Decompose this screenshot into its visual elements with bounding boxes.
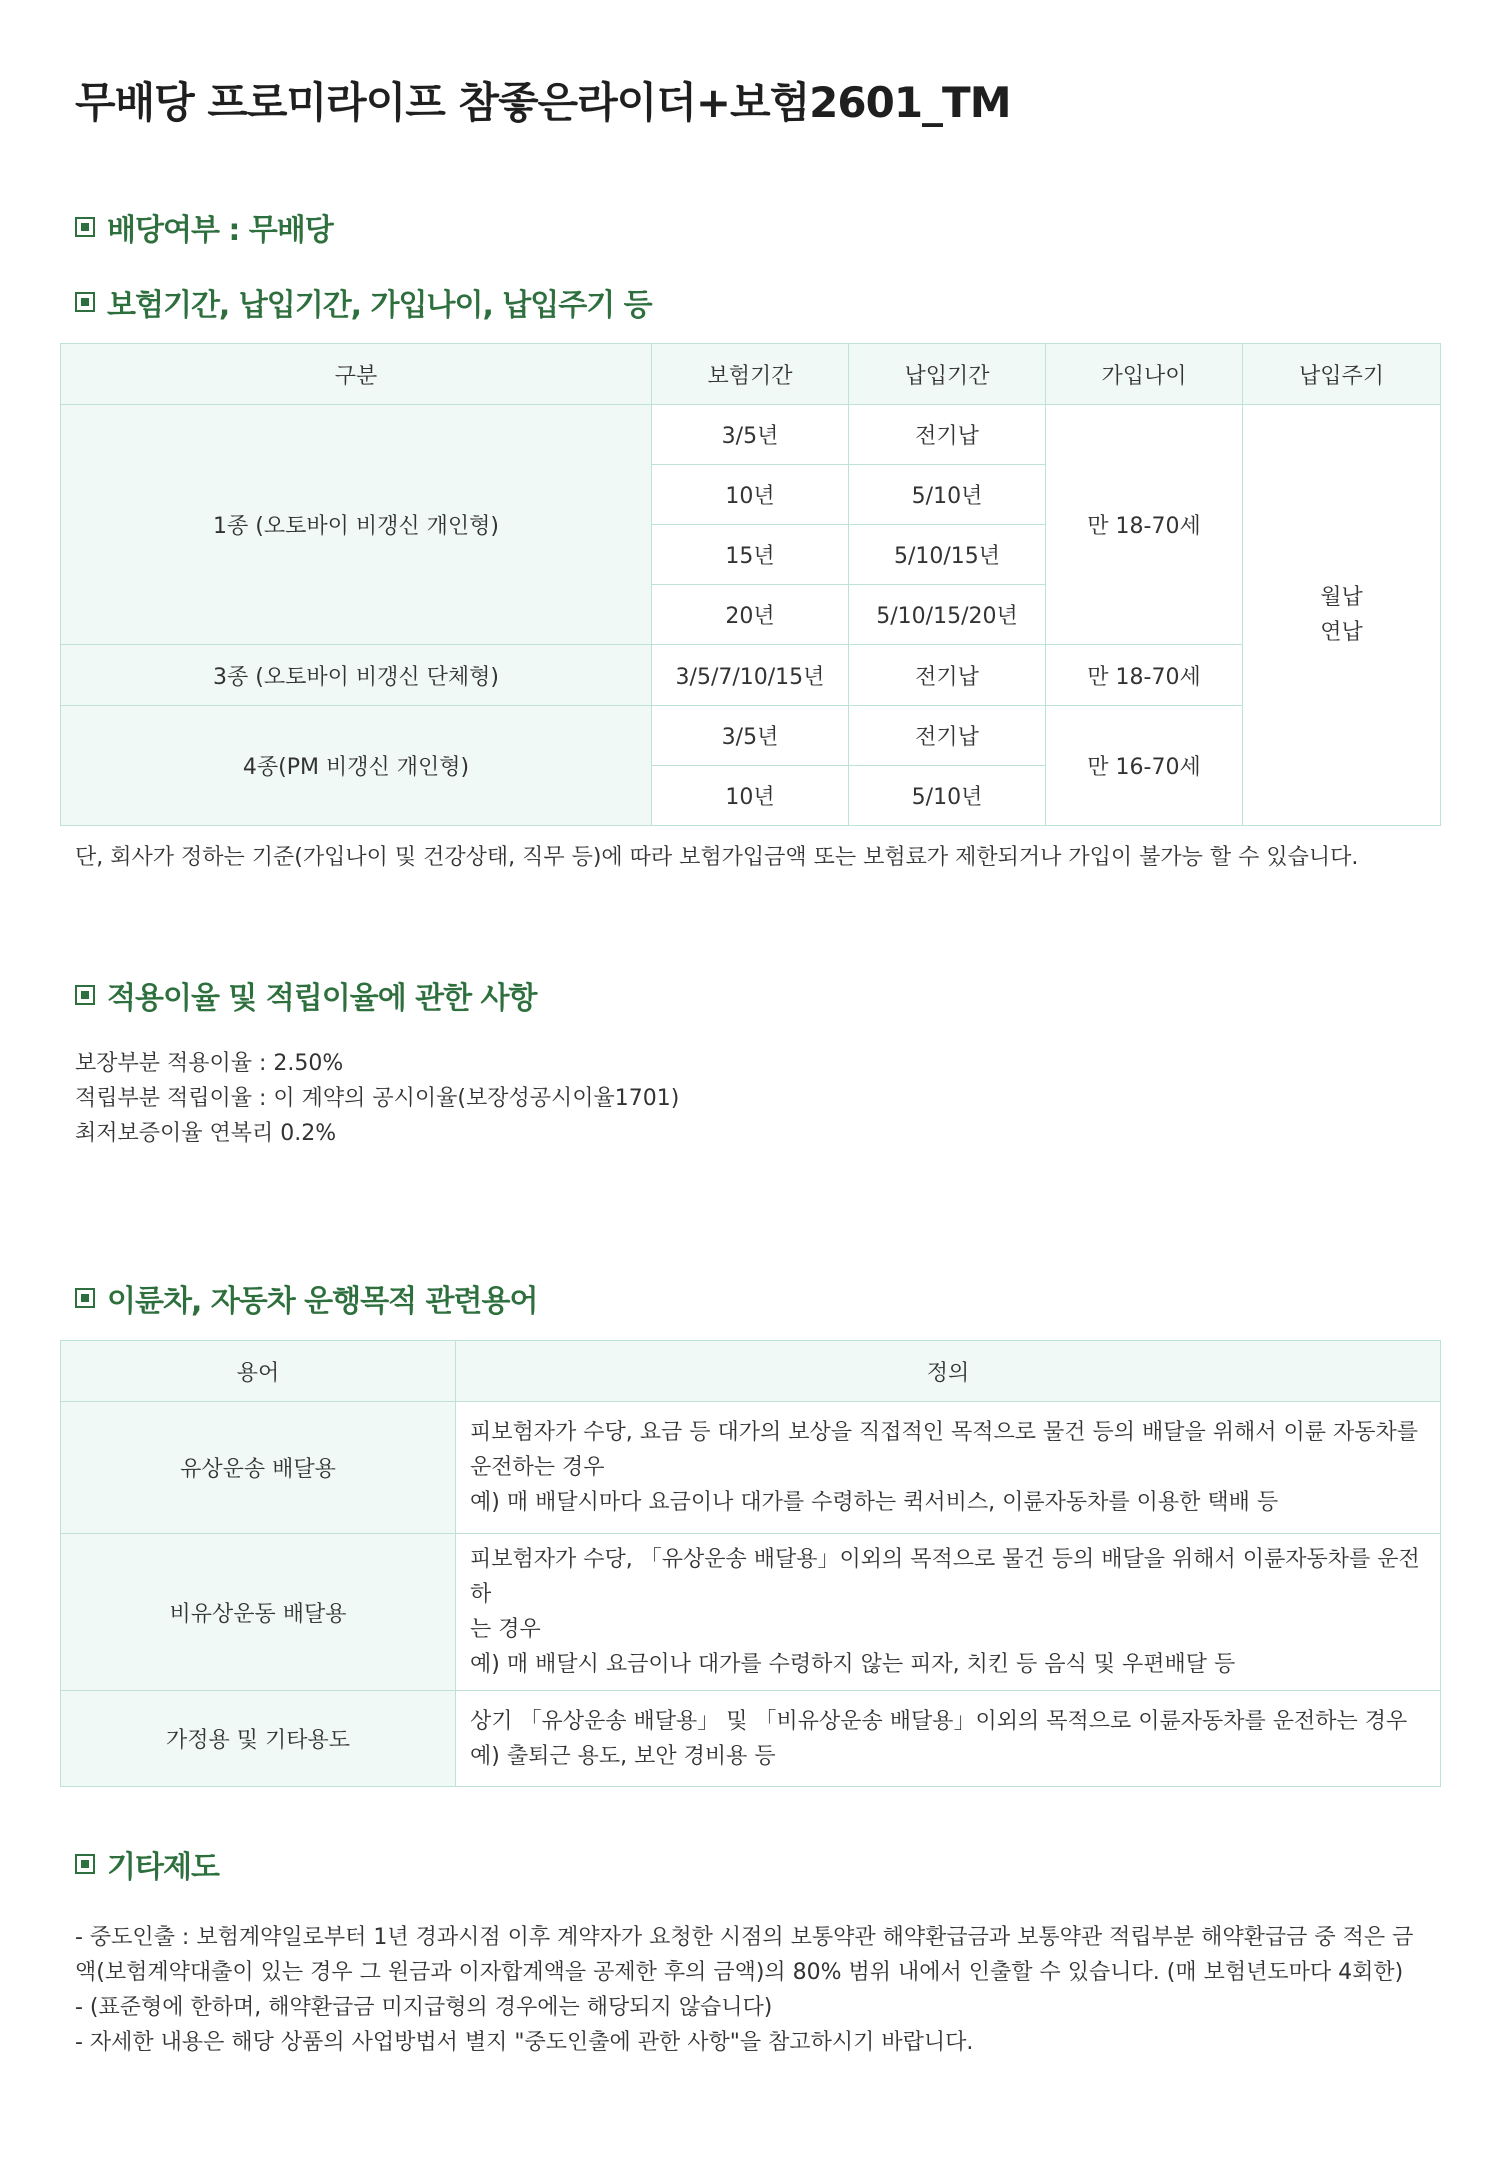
type3-pay: 전기납 bbox=[849, 645, 1046, 706]
type1-pay: 5/10/15/20년 bbox=[849, 585, 1046, 645]
page-title: 무배당 프로미라이프 참좋은라이더+보험2601_TM bbox=[75, 78, 1011, 127]
square-bullet-icon bbox=[75, 217, 95, 237]
rate-line: 최저보증이율 연복리 0.2% bbox=[75, 1121, 337, 1146]
table-row bbox=[61, 405, 1441, 465]
type4-term: 3/5년 bbox=[652, 706, 849, 766]
definition-line: 상기 「유상운송 배달용」 및 「비유상운송 배달용」이외의 목적으로 이륜자동차를 운전하는 경우 bbox=[470, 1708, 1408, 1734]
header-definition: 정의 bbox=[456, 1341, 1441, 1402]
section-heading-period bbox=[75, 280, 652, 324]
term-definition bbox=[456, 1402, 1441, 1534]
type4-age: 만 16-70세 bbox=[1046, 706, 1243, 826]
etc-line: - 중도인출 : 보험계약일로부터 1년 경과시점 이후 계약자가 요청한 시점의 보통약관 해약환급금과 보통약관 적립부분 해약환급금 중 적은 금 bbox=[75, 1925, 1414, 1950]
etc-line: - 자세한 내용은 해당 상품의 사업방법서 별지 "중도인출에 관한 사항"을 참고하시기 바랍니다. bbox=[75, 2030, 974, 2055]
type4-term: 10년 bbox=[652, 766, 849, 826]
section-heading-text: 기타제도 bbox=[107, 1850, 219, 1885]
type1-term: 20년 bbox=[652, 585, 849, 645]
type3-label: 3종 (오토바이 비갱신 단체형) bbox=[61, 645, 652, 706]
rate-line: 보장부분 적용이율 : 2.50% bbox=[75, 1051, 344, 1076]
type4-pay: 전기납 bbox=[849, 706, 1046, 766]
definition-line: 예) 매 배달시마다 요금이나 대가를 수령하는 퀵서비스, 이륜자동차를 이용한 택배 등 bbox=[470, 1490, 1279, 1515]
etc-line: 액(보험계약대출이 있는 경우 그 원금과 이자합계액을 공제한 후의 금액)의 80% 범위 내에서 인출할 수 있습니다. (매 보험년도마다 4회한) bbox=[75, 1960, 1404, 1985]
payment-cycle-yearly: 연납 bbox=[1320, 620, 1363, 645]
etc-list bbox=[75, 1920, 1413, 2060]
section-heading-text: 적용이율 및 적립이율에 관한 사항 bbox=[107, 981, 537, 1016]
header-payment-period: 납입기간 bbox=[849, 344, 1046, 405]
table-header-row bbox=[61, 344, 1441, 405]
square-bullet-icon bbox=[75, 1288, 95, 1308]
type1-pay: 5/10년 bbox=[849, 465, 1046, 525]
type4-label: 4종(PM 비갱신 개인형) bbox=[61, 706, 652, 826]
term-definition bbox=[456, 1691, 1441, 1787]
table-row bbox=[61, 1691, 1441, 1787]
definition-line: 는 경우 bbox=[470, 1617, 541, 1642]
type1-age: 만 18-70세 bbox=[1046, 405, 1243, 645]
section-heading-text: 이륜차, 자동차 운행목적 관련용어 bbox=[107, 1284, 538, 1319]
section-heading-rate bbox=[75, 973, 537, 1017]
table-row bbox=[61, 645, 1441, 706]
term-definition bbox=[456, 1534, 1441, 1691]
table-header-row bbox=[61, 1341, 1441, 1402]
type1-term: 3/5년 bbox=[652, 405, 849, 465]
section-heading-terms bbox=[75, 1276, 537, 1320]
type4-pay: 5/10년 bbox=[849, 766, 1046, 826]
type1-pay: 5/10/15년 bbox=[849, 525, 1046, 585]
square-bullet-icon bbox=[75, 1854, 95, 1874]
term-label: 비유상운동 배달용 bbox=[61, 1534, 456, 1691]
square-bullet-icon bbox=[75, 985, 95, 1005]
section-heading-etc bbox=[75, 1842, 219, 1886]
rate-list bbox=[75, 1046, 679, 1151]
type1-term: 15년 bbox=[652, 525, 849, 585]
period-table bbox=[60, 343, 1441, 826]
header-category: 구분 bbox=[61, 344, 652, 405]
definition-line: 예) 출퇴근 용도, 보안 경비용 등 bbox=[470, 1743, 776, 1769]
definition-line: 피보험자가 수당, 「유상운송 배달용」이외의 목적으로 물건 등의 배달을 위해서 이륜자동차를 운전하 bbox=[470, 1547, 1420, 1607]
section-heading-dividend bbox=[75, 205, 333, 249]
section-heading-text: 배당여부 : 무배당 bbox=[107, 213, 333, 248]
payment-cycle-monthly: 월납 bbox=[1320, 585, 1363, 610]
payment-cycle-cell bbox=[1243, 405, 1441, 826]
square-bullet-icon bbox=[75, 292, 95, 312]
header-entry-age: 가입나이 bbox=[1046, 344, 1243, 405]
header-term: 용어 bbox=[61, 1341, 456, 1402]
rate-line: 적립부분 적립이율 : 이 계약의 공시이율(보장성공시이율1701) bbox=[75, 1086, 680, 1111]
definition-line: 운전하는 경우 bbox=[470, 1455, 605, 1480]
table-row bbox=[61, 1402, 1441, 1534]
section-heading-text: 보험기간, 납입기간, 가입나이, 납입주기 등 bbox=[107, 288, 652, 323]
header-payment-cycle: 납입주기 bbox=[1243, 344, 1441, 405]
term-label: 유상운송 배달용 bbox=[61, 1402, 456, 1534]
header-insurance-period: 보험기간 bbox=[652, 344, 849, 405]
type3-age: 만 18-70세 bbox=[1046, 645, 1243, 706]
table-row bbox=[61, 1534, 1441, 1691]
term-label: 가정용 및 기타용도 bbox=[61, 1691, 456, 1787]
type1-pay: 전기납 bbox=[849, 405, 1046, 465]
terms-table bbox=[60, 1340, 1441, 1787]
type1-term: 10년 bbox=[652, 465, 849, 525]
type3-term: 3/5/7/10/15년 bbox=[652, 645, 849, 706]
period-note: 단, 회사가 정하는 기준(가입나이 및 건강상태, 직무 등)에 따라 보험가입금액 또는 보험료가 제한되거나 가입이 불가능 할 수 있습니다. bbox=[75, 845, 1359, 870]
type1-label: 1종 (오토바이 비갱신 개인형) bbox=[61, 405, 652, 645]
definition-line: 피보험자가 수당, 요금 등 대가의 보상을 직접적인 목적으로 물건 등의 배달을 위해서 이륜 자동차를 bbox=[470, 1420, 1418, 1445]
table-row bbox=[61, 706, 1441, 766]
definition-line: 예) 매 배달시 요금이나 대가를 수령하지 않는 피자, 치킨 등 음식 및 우편배달 등 bbox=[470, 1652, 1236, 1677]
etc-line: - (표준형에 한하며, 해약환급금 미지급형의 경우에는 해당되지 않습니다) bbox=[75, 1995, 773, 2020]
